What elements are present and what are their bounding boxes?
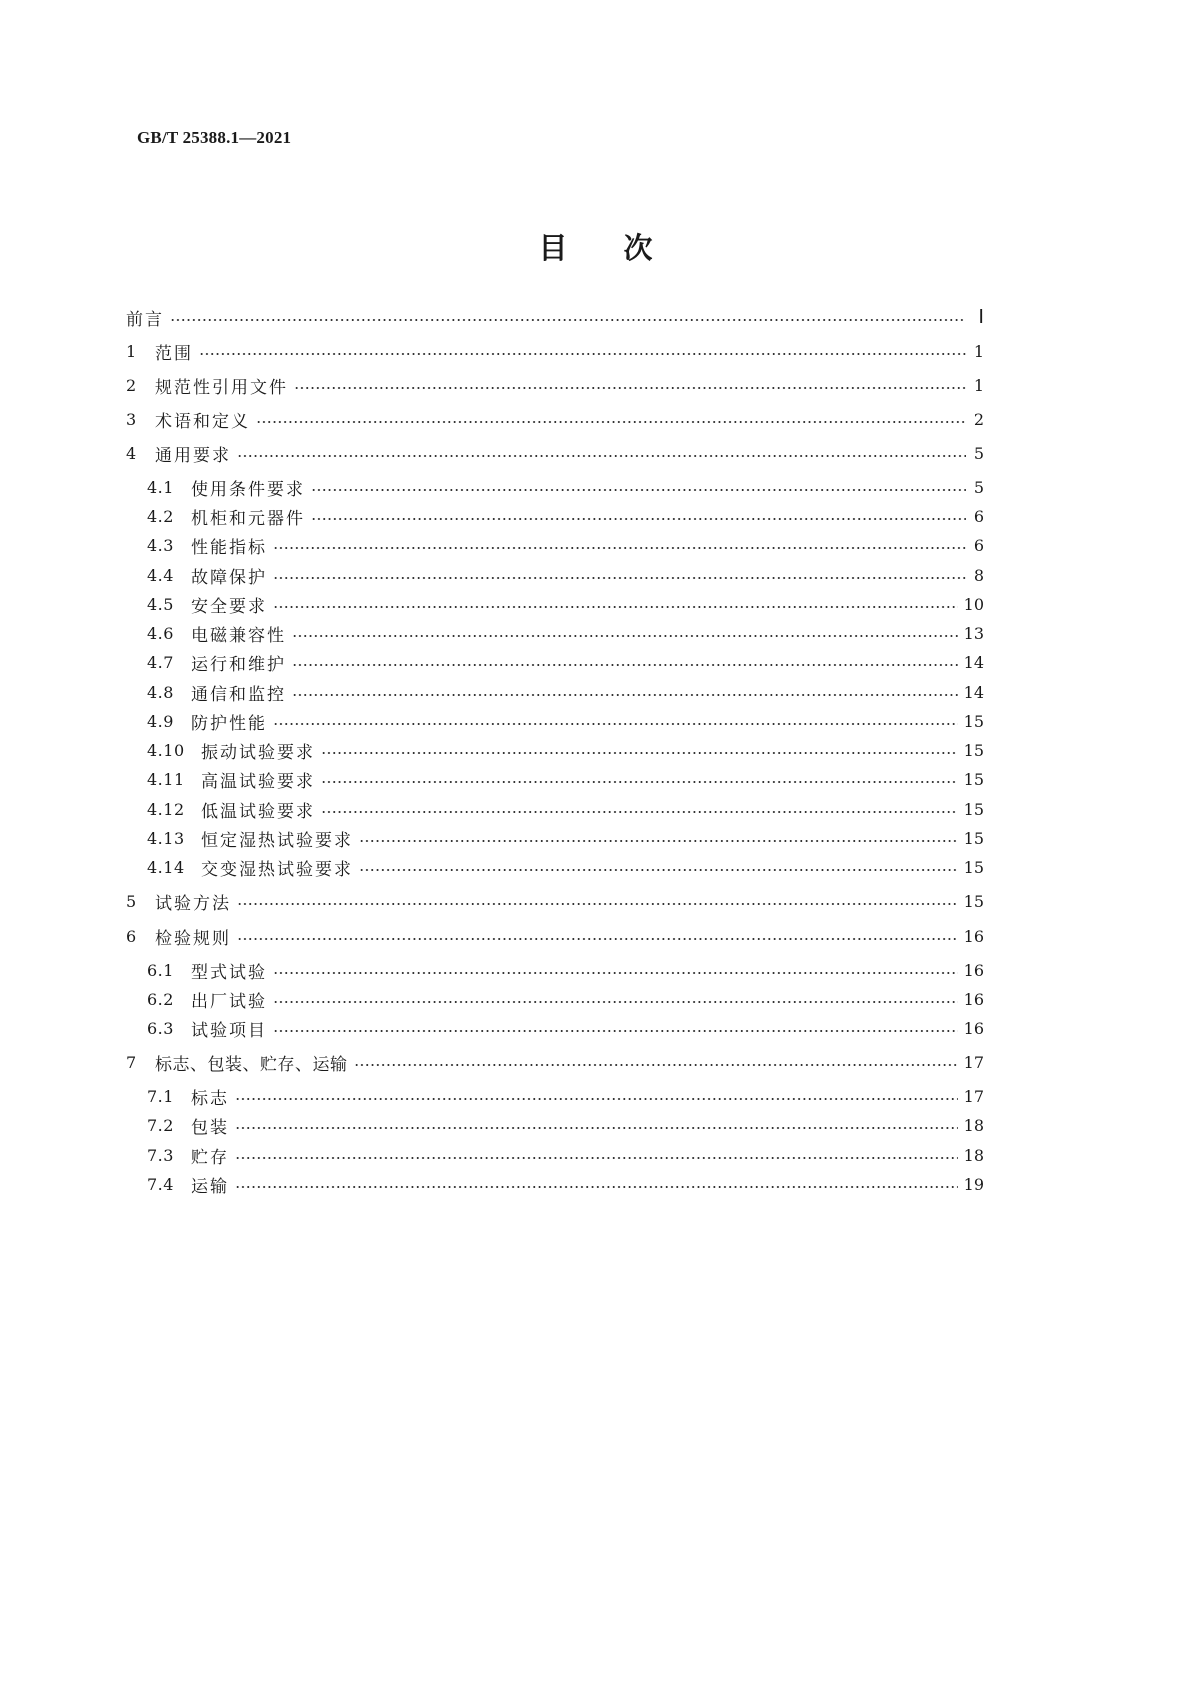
dot-leader xyxy=(359,869,958,871)
toc-entry-label: 前言 xyxy=(126,309,164,330)
toc-subentry[interactable] xyxy=(0,1142,984,1168)
toc-entry-page: 13 xyxy=(963,623,984,643)
toc-entry[interactable] xyxy=(0,372,984,398)
toc-entry-label: 恒定湿热试验要求 xyxy=(201,830,353,851)
toc-subentry[interactable] xyxy=(0,986,984,1012)
toc-subentry[interactable] xyxy=(0,854,984,880)
toc-entry-page: 17 xyxy=(963,1086,984,1106)
toc-entry[interactable] xyxy=(0,1049,984,1075)
dot-leader xyxy=(311,489,966,491)
toc-entry-number: 6.2 xyxy=(147,989,174,1009)
toc-entry-label: 安全要求 xyxy=(191,596,267,617)
toc-entry-number: 7.2 xyxy=(147,1115,174,1135)
toc-entry-number: 4.10 xyxy=(147,740,185,760)
toc-entry-page: 16 xyxy=(963,960,984,980)
dot-leader xyxy=(273,1001,958,1003)
toc-entry-label: 机柜和元器件 xyxy=(191,508,305,529)
toc-entry-label: 贮存 xyxy=(191,1147,229,1168)
dot-leader xyxy=(321,781,958,783)
toc-entry-page: 5 xyxy=(973,443,984,463)
dot-leader xyxy=(294,387,966,389)
toc-entry-number: 4.4 xyxy=(147,565,174,585)
toc-subentry[interactable] xyxy=(0,1112,984,1138)
toc-subentry[interactable] xyxy=(0,591,984,617)
toc-entry-number: 4.1 xyxy=(147,477,174,497)
toc-entry-page: 1 xyxy=(973,341,984,361)
dot-leader xyxy=(235,1127,958,1129)
toc-entry[interactable] xyxy=(0,923,984,949)
toc-subentry[interactable] xyxy=(0,1171,984,1197)
toc-entry-label: 低温试验要求 xyxy=(201,801,315,822)
dot-leader xyxy=(292,694,958,696)
toc-entry-page: 16 xyxy=(963,1018,984,1038)
toc-subentry[interactable] xyxy=(0,679,984,705)
dot-leader xyxy=(273,972,958,974)
toc-entry-page: 10 xyxy=(963,594,984,614)
dot-leader xyxy=(292,664,958,666)
toc-entry-page: 1 xyxy=(973,375,984,395)
title-char: 次 xyxy=(623,231,653,265)
toc-subentry[interactable] xyxy=(0,620,984,646)
toc-entry-page: 15 xyxy=(963,828,984,848)
toc-subentry[interactable] xyxy=(0,957,984,983)
toc-entry-number: 5 xyxy=(126,891,137,911)
dot-leader xyxy=(359,840,958,842)
dot-leader xyxy=(292,635,958,637)
toc-entry-number: 4.12 xyxy=(147,799,185,819)
toc-subentry[interactable] xyxy=(0,708,984,734)
toc-entry-label: 出厂试验 xyxy=(191,991,267,1012)
toc-entry-number: 4.3 xyxy=(147,535,174,555)
toc-entry-number: 4.5 xyxy=(147,594,174,614)
toc-entry-page: 18 xyxy=(963,1115,984,1135)
dot-leader xyxy=(237,938,958,940)
toc-entry-number: 7.3 xyxy=(147,1145,174,1165)
toc-entry-label: 振动试验要求 xyxy=(201,742,315,763)
toc-entry-label: 术语和定义 xyxy=(155,411,250,432)
dot-leader xyxy=(273,577,966,579)
toc-entry-number: 4.7 xyxy=(147,652,174,672)
toc-subentry[interactable] xyxy=(0,1015,984,1041)
toc-entry-number: 4.8 xyxy=(147,682,174,702)
toc-entry-label: 运行和维护 xyxy=(191,654,286,675)
toc-entry-label: 高温试验要求 xyxy=(201,771,315,792)
toc-entry[interactable] xyxy=(0,888,984,914)
toc-entry-page: 19 xyxy=(963,1174,984,1194)
toc-entry[interactable] xyxy=(0,440,984,466)
toc-subentry[interactable] xyxy=(0,766,984,792)
toc-entry-label: 故障保护 xyxy=(191,567,267,588)
toc-entry-number: 4.11 xyxy=(147,769,185,789)
toc-subentry[interactable] xyxy=(0,796,984,822)
toc-entry-label: 试验项目 xyxy=(191,1020,267,1041)
toc-subentry[interactable] xyxy=(0,503,984,529)
toc-entry-label: 电磁兼容性 xyxy=(191,625,286,646)
toc-entry-label: 防护性能 xyxy=(191,713,267,734)
toc-entry-number: 7 xyxy=(126,1052,137,1072)
dot-leader xyxy=(170,319,966,321)
toc-entry-number: 4.6 xyxy=(147,623,174,643)
dot-leader xyxy=(273,723,958,725)
toc-entry-label: 检验规则 xyxy=(155,928,231,949)
toc-entry-page: 6 xyxy=(973,535,984,555)
toc-entry-page: 5 xyxy=(973,477,984,497)
toc-entry-label: 标志、包装、贮存、运输 xyxy=(155,1054,348,1075)
toc-subentry[interactable] xyxy=(0,737,984,763)
toc-entry-number: 4 xyxy=(126,443,137,463)
toc-subentry[interactable] xyxy=(0,474,984,500)
dot-leader xyxy=(235,1098,958,1100)
toc-entry-page: 6 xyxy=(973,506,984,526)
toc-entry-label: 标志 xyxy=(191,1088,229,1109)
toc-entry-page: 18 xyxy=(963,1145,984,1165)
dot-leader xyxy=(354,1064,958,1066)
toc-subentry[interactable] xyxy=(0,825,984,851)
toc-entry-page: 15 xyxy=(963,891,984,911)
dot-leader xyxy=(235,1157,958,1159)
toc-subentry[interactable] xyxy=(0,532,984,558)
dot-leader xyxy=(235,1186,958,1188)
toc-entry-label: 规范性引用文件 xyxy=(155,377,288,398)
toc-entry-number: 2 xyxy=(126,375,137,395)
toc-entry-page: 15 xyxy=(963,857,984,877)
toc-entry-number: 7.1 xyxy=(147,1086,174,1106)
toc-entry-page: 16 xyxy=(963,926,984,946)
dot-leader xyxy=(321,811,958,813)
toc-entry-number: 4.13 xyxy=(147,828,185,848)
dot-leader xyxy=(237,903,958,905)
toc-entry-number: 6 xyxy=(126,926,137,946)
standard-code: GB/T 25388.1—2021 xyxy=(137,128,292,147)
toc-entry-label: 通信和监控 xyxy=(191,684,286,705)
toc-subentry[interactable] xyxy=(0,1083,984,1109)
toc-subentry[interactable] xyxy=(0,649,984,675)
toc-entry-number: 4.14 xyxy=(147,857,185,877)
toc-entry[interactable] xyxy=(0,406,984,432)
toc-entry-number: 7.4 xyxy=(147,1174,174,1194)
dot-leader xyxy=(321,752,958,754)
dot-leader xyxy=(237,455,966,457)
toc-entry-label: 试验方法 xyxy=(155,893,231,914)
toc-entry-number: 3 xyxy=(126,409,137,429)
toc-entry-label: 使用条件要求 xyxy=(191,479,305,500)
toc-entry[interactable] xyxy=(0,338,984,364)
toc-entry-page: 8 xyxy=(973,565,984,585)
toc-entry-label: 性能指标 xyxy=(191,537,267,558)
toc-entry-page: Ⅰ xyxy=(978,306,984,328)
toc-entry-label: 运输 xyxy=(191,1176,229,1197)
toc-entry-number: 6.3 xyxy=(147,1018,174,1038)
toc-entry-foreword[interactable] xyxy=(0,304,984,330)
toc-entry-number: 1 xyxy=(126,341,137,361)
toc-entry-page: 2 xyxy=(973,409,984,429)
toc-entry-label: 通用要求 xyxy=(155,445,231,466)
dot-leader xyxy=(311,518,966,520)
toc-entry-label: 交变湿热试验要求 xyxy=(201,859,353,880)
toc-entry-page: 15 xyxy=(963,769,984,789)
dot-leader xyxy=(273,547,966,549)
toc-entry-page: 14 xyxy=(963,652,984,672)
toc-entry-page: 17 xyxy=(963,1052,984,1072)
dot-leader xyxy=(199,353,966,355)
toc-entry-number: 6.1 xyxy=(147,960,174,980)
toc-entry-label: 包装 xyxy=(191,1117,229,1138)
toc-entry-page: 15 xyxy=(963,799,984,819)
toc-entry-page: 15 xyxy=(963,740,984,760)
toc-entry-page: 16 xyxy=(963,989,984,1009)
title-char: 目 xyxy=(538,231,568,265)
toc-subentry[interactable] xyxy=(0,562,984,588)
toc-entry-number: 4.2 xyxy=(147,506,174,526)
toc-entry-page: 14 xyxy=(963,682,984,702)
dot-leader xyxy=(273,1030,958,1032)
dot-leader xyxy=(273,606,958,608)
dot-leader xyxy=(256,421,966,423)
toc-entry-label: 范围 xyxy=(155,343,193,364)
toc-entry-label: 型式试验 xyxy=(191,962,267,983)
toc-entry-page: 15 xyxy=(963,711,984,731)
toc-entry-number: 4.9 xyxy=(147,711,174,731)
